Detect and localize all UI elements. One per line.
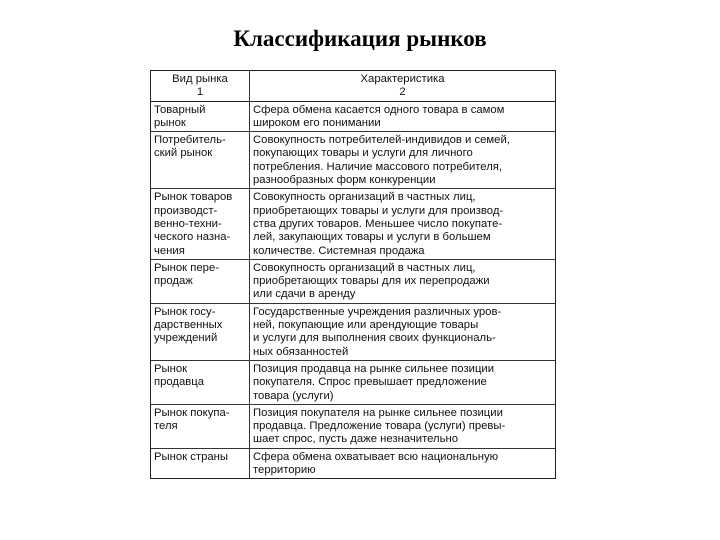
- header-characteristic: Характеристика 2: [250, 71, 556, 101]
- header-market-type: Вид рынка 1: [151, 71, 250, 101]
- market-type-cell: Рынок страны: [151, 448, 250, 478]
- characteristic-cell: Сфера обмена касается одного товара в самом широком его понимании: [250, 101, 556, 132]
- characteristic-cell: Позиция покупателя на рынке сильнее позиции продавца. Предложение товара (услуги) превы- шает спрос, пусть даже незначительно: [250, 404, 556, 448]
- table-row: [151, 303, 555, 360]
- characteristic-cell: Сфера обмена охватывает всю национальную территорию: [253, 450, 499, 477]
- table-row: [151, 448, 555, 478]
- characteristic-cell: Позиция продавца на рынке сильнее позиции покупателя. Спрос превышает предложение товара (услуги): [250, 360, 556, 404]
- market-type-cell: Рынок товаров производст- венно-техни- ческого назна- чения: [151, 189, 250, 259]
- characteristic-cell: Совокупность организаций в частных лиц, приобретающих товары для их перепродажи или сдачи в аренду: [250, 259, 556, 303]
- table-header-row: [151, 71, 555, 101]
- table-row: [151, 189, 555, 259]
- table-row: [151, 132, 555, 189]
- slide-title: Классификация рынков: [233, 26, 487, 51]
- table-row: [151, 259, 555, 303]
- characteristic-cell: Совокупность потребителей-индивидов и семей, покупающих товары и услуги для личного потребления. Наличие массового потребителя, разнообразных форм конкуренции: [250, 132, 556, 189]
- characteristic-cell: Совокупность организаций в частных лиц, приобретающих товары и услуги для производ- ства других товаров. Меньшее число покупате- лей, закупающих товары и услуги в большем количестве. Системная продажа: [250, 189, 556, 259]
- table-row: [151, 101, 555, 132]
- market-type-cell: Рынок пере- продаж: [151, 259, 250, 303]
- market-type-cell: Товарный рынок: [151, 101, 250, 132]
- table-row: [151, 360, 555, 404]
- characteristic-cell: Государственные учреждения различных уров- ней, покупающие или арендующие товары и услуги для выполнения своих функциональ- ных обязанностей: [250, 303, 556, 360]
- market-type-cell: Рынок продавца: [151, 360, 250, 404]
- table-row: [151, 404, 555, 448]
- market-type-cell: Рынок госу- дарственных учреждений: [151, 303, 250, 360]
- market-type-cell: Потребитель- ский рынок: [151, 132, 250, 189]
- market-classification-table: [150, 70, 556, 479]
- market-type-cell: Рынок покупа- теля: [151, 404, 250, 448]
